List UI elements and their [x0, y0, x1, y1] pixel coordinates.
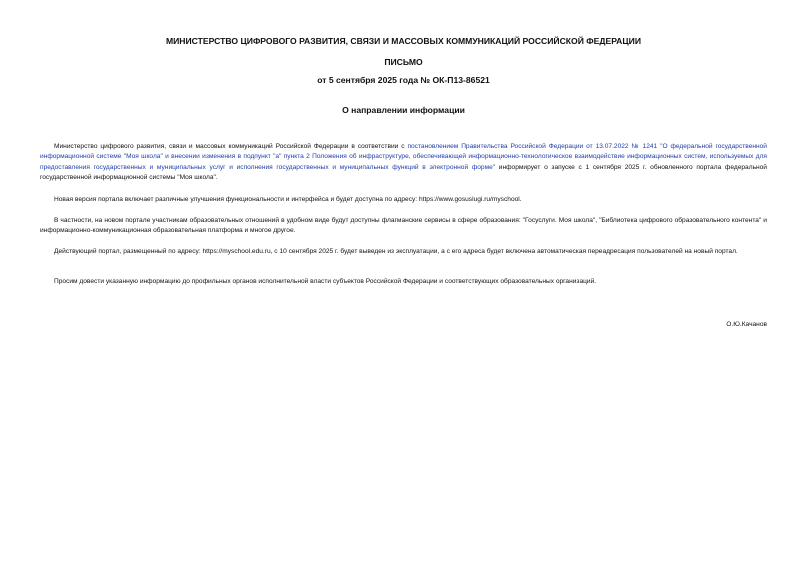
ministry-name: МИНИСТЕРСТВО ЦИФРОВОГО РАЗВИТИЯ, СВЯЗИ И МАССОВЫХ КОММУНИКАЦИЙ РОССИЙСКОЙ ФЕДЕРАЦИИ: [165, 36, 642, 46]
paragraph-1-intro: Министерство цифрового развития, связи и массовых коммуникаций Российской Федерации в соответствии с: [54, 143, 408, 150]
paragraph-4: Действующий портал, размещенный по адресу: https://myschool.edu.ru, с 10 сентября 2025 г. будет выведен из эксплуатации, а с его адреса будет включена автоматическая переадресация пользователей на новый портал.: [54, 248, 738, 255]
paragraph-5: Просим довести указанную информацию до профильных органов исполнительной власти субъектов Российской Федерации и соответствующих образовательных организаций.: [54, 278, 597, 285]
government-decree-link[interactable]: постановлением Правительства Российской Федерации от 13.07.2022 № 1241 "О федеральной государственной информационной системе "Моя школа" и внесении изменения в подпункт "а" пункта 2 Положения об инфраструктуре, обеспечивающей информационно-технологическое взаимодействие информационных систем, используемых для предоставления государственных и муниципальных услуг и исполнения государственных и муниципальных функций в электронной форме": [40, 143, 767, 171]
paragraph-1-tail: информирует о запуске с 1 сентября 2025 г. обновленного портала федеральной государственной информационной системы "Моя школа".: [40, 163, 767, 182]
paragraph-1: [40, 142, 767, 184]
document-type: ПИСЬМО: [384, 57, 423, 67]
paragraph-2: Новая версия портала включает различные улучшения функциональности и интерфейса и будет доступна по адресу: https://www.gosuslugi.ru/myschool.: [54, 196, 522, 203]
signatory-name: О.Ю.Качанов: [726, 321, 767, 328]
document-subject: О направлении информации: [342, 105, 465, 115]
paragraph-3: В частности, на новом портале участникам образовательных отношений в удобном виде будут доступны флагманские сервисы в сфере образования: "Госуслуги. Моя школа", "Библиотека цифрового образовательного контента" и информационно-коммуникационная образовательная платформа и многое другое.: [40, 217, 767, 235]
document-date-number: от 5 сентября 2025 года № ОК-П13-86521: [317, 75, 490, 85]
